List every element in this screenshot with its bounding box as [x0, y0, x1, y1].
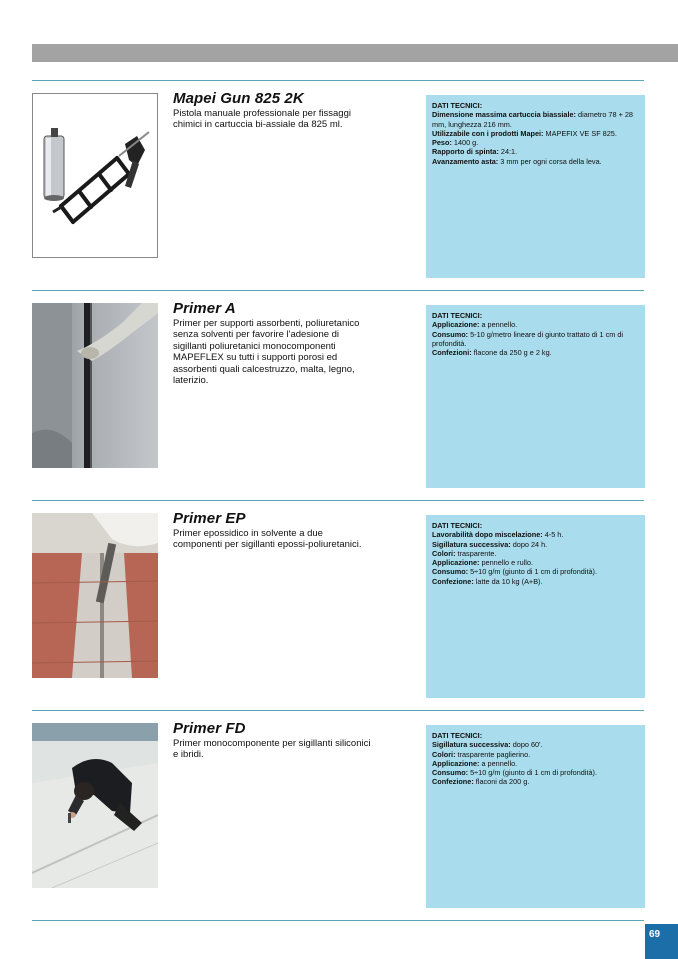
tech-row: Applicazione: a pennello.: [432, 320, 518, 330]
divider: [32, 500, 644, 501]
tech-row: Consumo: 5-10 g/metro lineare di giunto trattato di 1 cm di profondità.: [432, 329, 624, 348]
worker-kneeling-photo: [32, 723, 158, 888]
tech-row: Colori: trasparente.: [432, 548, 497, 558]
tech-row: Sigillatura successiva: dopo 60'.: [432, 740, 543, 750]
tech-row: Consumo: 5÷10 g/m (giunto di 1 cm di profondità).: [432, 768, 598, 778]
tech-heading: DATI TECNICI:: [432, 311, 483, 320]
caulking-gun-photo: [32, 93, 158, 258]
tech-heading: DATI TECNICI:: [432, 521, 483, 530]
divider: [32, 920, 644, 921]
product-description: Primer monocomponente per sigillanti siliconici e ibridi.: [173, 738, 371, 761]
floor-joint-illustration: [32, 513, 158, 678]
tech-row: Colori: trasparente paglierino.: [432, 749, 531, 759]
floor-joint-photo: [32, 513, 158, 678]
product-info: [173, 720, 373, 761]
tech-heading: DATI TECNICI:: [432, 731, 483, 740]
divider: [32, 80, 644, 81]
divider: [32, 290, 644, 291]
primer-application-illustration: [32, 303, 158, 468]
product-info: [173, 300, 373, 387]
tech-row: Consumo: 5÷10 g/m (giunto di 1 cm di profondità).: [432, 567, 598, 577]
product-title: Primer EP: [173, 510, 246, 527]
product-primer-fd: [32, 720, 644, 908]
product-title: Mapei Gun 825 2K: [173, 90, 304, 107]
page-number: 69: [645, 924, 678, 959]
divider: [32, 710, 644, 711]
tech-row: Dimensione massima cartuccia biassiale: diametro 78 + 28 mm, lunghezza 216 mm.: [432, 110, 633, 129]
tech-row: Confezione: flaconi da 200 g.: [432, 777, 530, 787]
tech-row: Applicazione: a pennello.: [432, 758, 518, 768]
tech-data-box: [426, 305, 645, 488]
product-primer-a: [32, 300, 644, 488]
product-info: [173, 90, 373, 131]
product-description: Pistola manuale professionale per fissaggi chimici in cartuccia bi-assiale da 825 ml.: [173, 108, 351, 131]
tech-row: Rapporto di spinta: 24:1.: [432, 147, 518, 157]
tech-row: Sigillatura successiva: dopo 24 h.: [432, 539, 548, 549]
primer-application-photo: [32, 303, 158, 468]
tech-row: Confezioni: flacone da 250 g e 2 kg.: [432, 348, 552, 358]
tech-row: Avanzamento asta: 3 mm per ogni corsa della leva.: [432, 156, 602, 166]
product-primer-ep: [32, 510, 644, 698]
tech-data-box: [426, 95, 645, 278]
product-title: Primer A: [173, 300, 236, 317]
tech-heading: DATI TECNICI:: [432, 101, 483, 110]
product-title: Primer FD: [173, 720, 246, 737]
tech-row: Lavorabilità dopo miscelazione: 4-5 h.: [432, 530, 564, 540]
tech-data-box: [426, 515, 645, 698]
product-mapei-gun: [32, 90, 644, 278]
product-description: Primer epossidico in solvente a due componenti per sigillanti epossi-poliuretanici.: [173, 528, 362, 551]
header-bar: [32, 44, 678, 62]
tech-row: Confezione: latte da 10 kg (A+B).: [432, 576, 543, 586]
worker-kneeling-illustration: [32, 723, 158, 888]
tech-row: Peso: 1400 g.: [432, 138, 479, 148]
caulking-gun-illustration: [33, 94, 158, 258]
product-description: Primer per supporti assorbenti, poliuretanico senza solventi per favorire l'adesione di sigillanti poliuretanici monocomponenti MAPEFLEX su tutti i supporti porosi ed assorbenti quali calcestruzzo, malta, legno, laterizio.: [173, 318, 360, 387]
tech-row: Utilizzabile con i prodotti Mapei: MAPEFIX VE SF 825.: [432, 128, 617, 138]
tech-data-box: [426, 725, 645, 908]
tech-row: Applicazione: pennello e rullo.: [432, 558, 533, 568]
product-info: [173, 510, 373, 551]
